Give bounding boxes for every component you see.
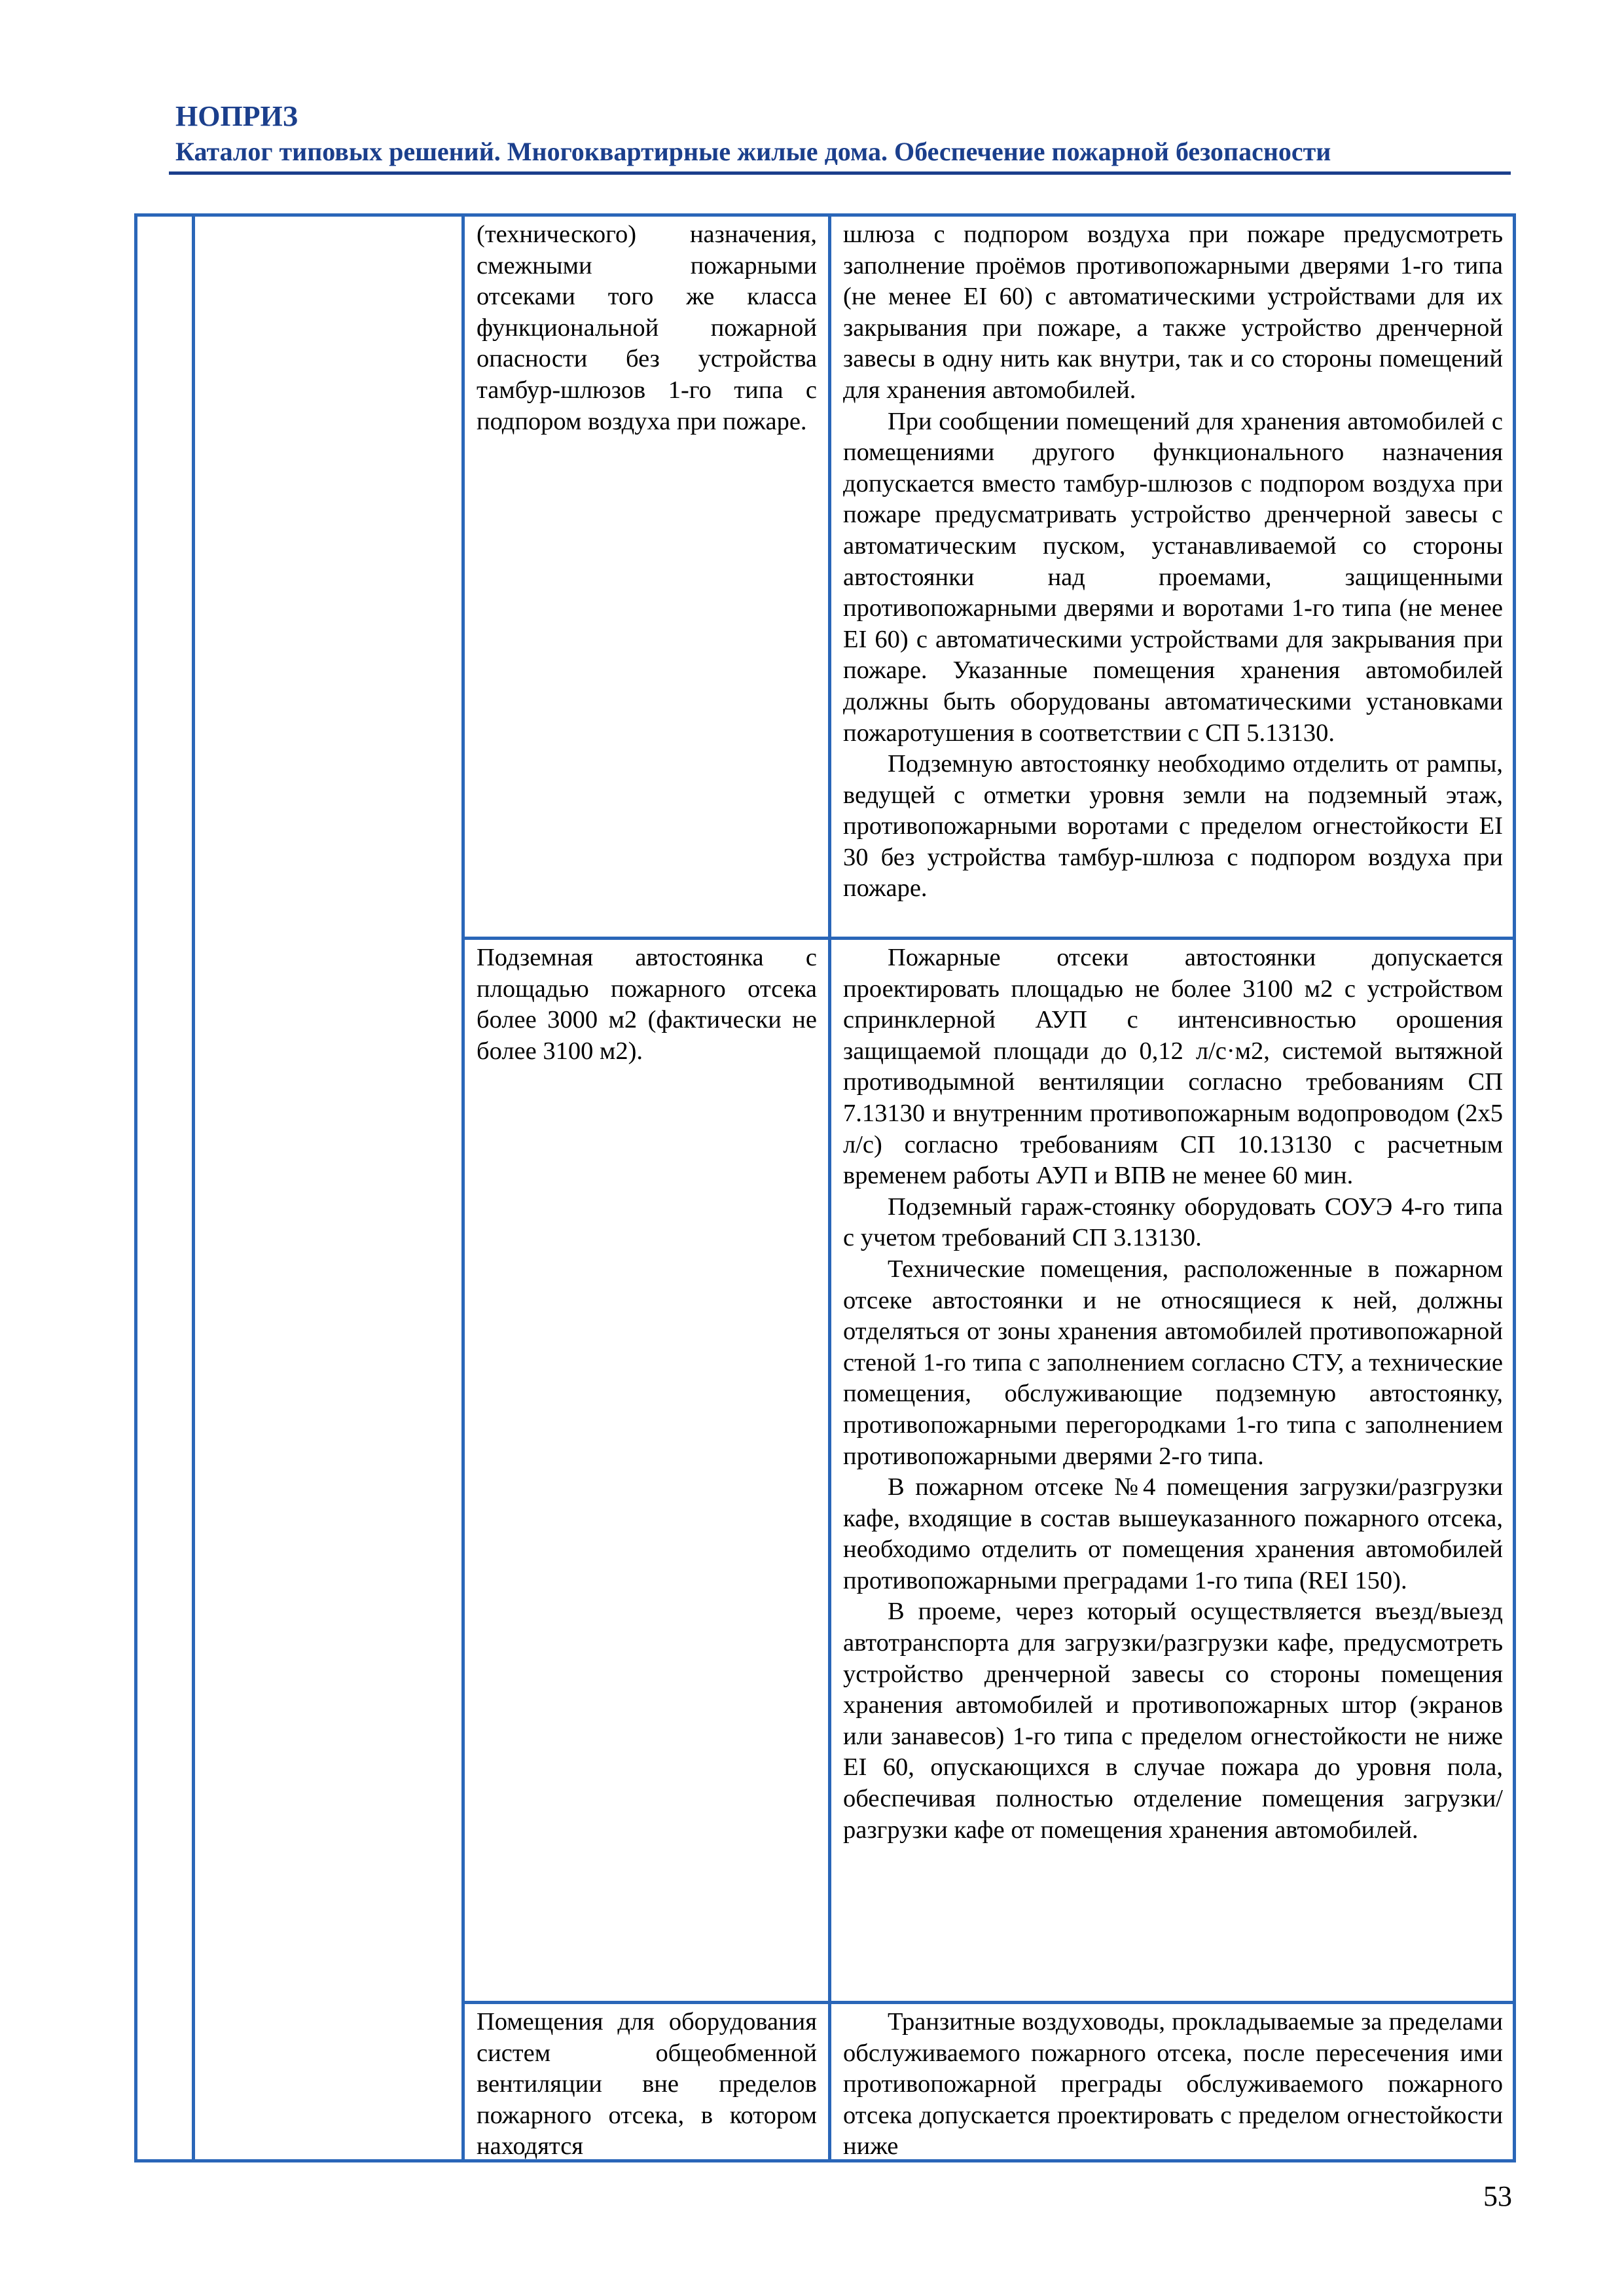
catalog-title: Каталог типовых решений. Многоквартирные жилые дома. Обеспечение пожарной безопасности [175, 137, 1331, 166]
solution-paragraph: шлюза с подпором воздуха при пожаре предусмотреть заполнение проёмов противопожарными дверями 1-го типа (не менее EI 60) с автоматическими устройствами для их закрывания при пожаре, а также устройство дренчерной завесы в одну нить как внутри, так и со стороны помещений для хранения автомобилей. [843, 221, 1503, 404]
solution-cell [843, 942, 1503, 1846]
solution-paragraph: Транзитные воздуховоды, прокладываемые за пределами обслуживаемого пожарного отсека, после пересечения ими противопожарной преграды обслуживаемого пожарного отсека допускается проектировать с пределом огнестойкости ниже [843, 2008, 1503, 2161]
page-header [175, 98, 1511, 169]
condition-text: (технического) назначения, смежными пожарными отсеками того же класса функциональной пожарной опасности без устройства тамбур-шлюзов 1-го типа с подпором воздуха при пожаре. [477, 221, 817, 435]
solution-paragraph: В проеме, через который осуществляется въезд/выезд автотранспорта для загрузки/разгрузки кафе, предусмотреть устройство дренчерной завесы со стороны помещения хранения автомобилей и противопожарных штор (экранов или занавесов) 1-го типа с пределом огнестойкости не ниже EI 60, опускающихся в случае пожара до уровня пола, обеспечивая полностью отделение помещения загрузки/разгрузки кафе от помещения хранения автомобилей. [843, 1598, 1503, 1844]
organization-name: НОПРИЗ [175, 100, 298, 132]
condition-text: Подземная автостоянка с площадью пожарного отсека более 3000 м2 (фактически не более 3100 м2). [477, 944, 817, 1065]
condition-text: Помещения для оборудования систем общеобменной вентиляции вне пределов пожарного отсека, в котором находятся [477, 2008, 817, 2161]
header-divider [169, 171, 1511, 175]
solution-cell [843, 2007, 1503, 2162]
table-column-divider [192, 213, 195, 2162]
table-column-divider [461, 213, 465, 2162]
solution-cell [843, 219, 1503, 905]
condition-cell [477, 942, 817, 1067]
table-column-divider [828, 213, 831, 2162]
solution-paragraph: Пожарные отсеки автостоянки допускается проектировать площадью не более 3100 м2 с устройством спринклерной АУП с интенсивностью орошения защищаемой площади до 0,12 л/с·м2, системой вытяжной противодымной вентиляции согласно требованиям СП 7.13130 и внутренним противопожарным водопроводом (2х5 л/с) согласно требованиям СП 10.13130 с расчетным временем работы АУП и ВПВ не менее 60 мин. [843, 944, 1503, 1190]
page-number: 53 [1483, 2180, 1512, 2212]
condition-cell [477, 219, 817, 437]
solution-paragraph: Технические помещения, расположенные в пожарном отсеке автостоянки и не относящиеся к ней, должны отделяться от зоны хранения автомобилей противопожарной стеной 1-го типа с заполнением согласно СТУ, а технические помещения, обслуживающие подземную автостоянку, противопожарными перегородками 1-го типа с заполнением противопожарными дверями 2-го типа. [843, 1255, 1503, 1470]
solution-paragraph: Подземный гараж-стоянку оборудовать СОУЭ 4-го типа с учетом требований СП 3.13130. [843, 1193, 1503, 1252]
solution-paragraph: Подземную автостоянку необходимо отделить от рампы, ведущей с отметки уровня земли на подземный этаж, противопожарными воротами с пределом огнестойкости EI 30 без устройства тамбур-шлюза с подпором воздуха при пожаре. [843, 750, 1503, 903]
solution-paragraph: При сообщении помещений для хранения автомобилей с помещениями другого функционального назначения допускается вместо тамбур-шлюзов с подпором воздуха при пожаре предусматривать устройство дренчерной завесы с автоматическим пуском, устанавливаемой со стороны автостоянки над проемами, защищенными противопожарными дверями и воротами 1-го типа (не менее EI 60) с автоматическими устройствами для закрывания при пожаре. Указанные помещения хранения автомобилей должны быть оборудованы автоматическими установками пожаротушения в соответствии с СП 5.13130. [843, 407, 1503, 747]
condition-cell [477, 2007, 817, 2162]
solution-paragraph: В пожарном отсеке №4 помещения загрузки/разгрузки кафе, входящие в состав вышеуказанного пожарного отсека, необходимо отделить от помещения хранения автомобилей противопожарными преградами 1-го типа (REI 150). [843, 1473, 1503, 1594]
table-row-divider [461, 2001, 1516, 2004]
table-row-divider [461, 937, 1516, 940]
